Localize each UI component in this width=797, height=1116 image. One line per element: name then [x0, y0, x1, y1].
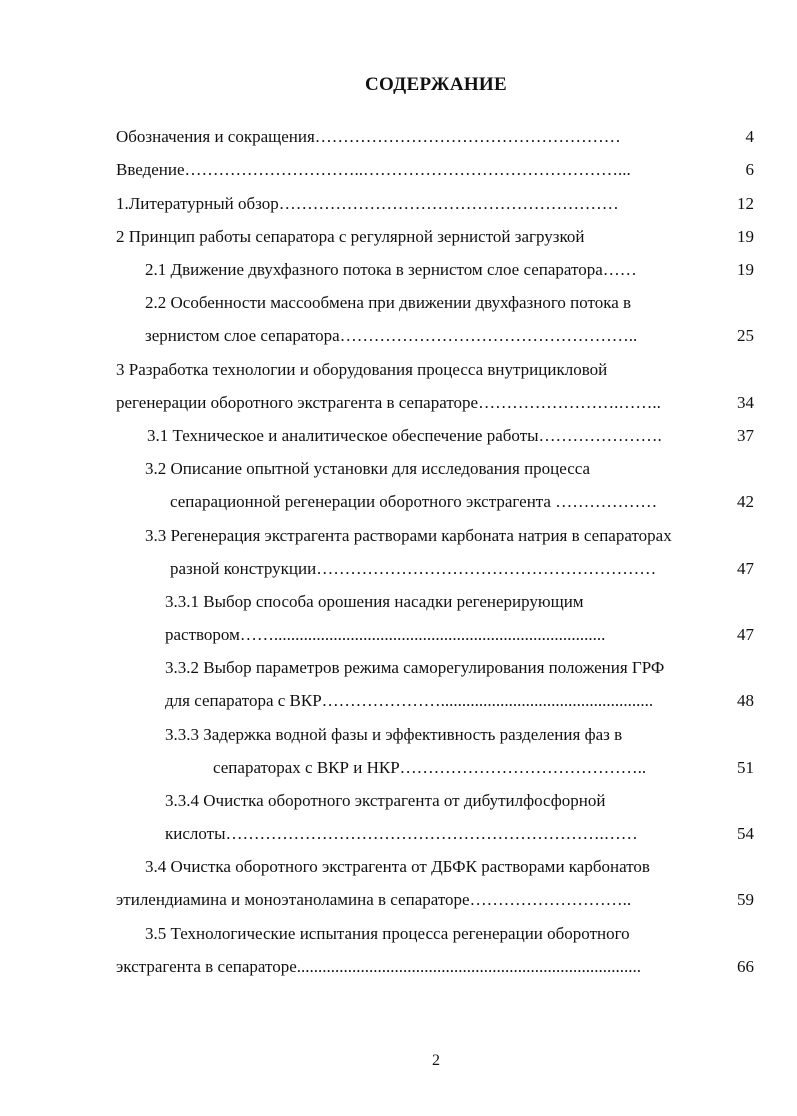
toc-entry-text: сепарационной регенерации оборотного экстрагента ……………… [170, 492, 658, 511]
toc-entry-text: 2 Принцип работы сепаратора с регулярной зернистой загрузкой [116, 227, 585, 246]
toc-entry-page: 54 [737, 824, 754, 843]
toc-entry-text: для сепаратора с ВКР………………….................................................. [165, 691, 654, 710]
toc-entry-text: 3.3.4 Очистка оборотного экстрагента от дибутилфосфорной [165, 791, 606, 810]
toc-entry-text: 3.4 Очистка оборотного экстрагента от ДБФК растворами карбонатов [145, 857, 650, 876]
page-title: СОДЕРЖАНИЕ [365, 74, 507, 95]
toc-entry-text: Обозначения и сокращения……………………………………………… [116, 127, 621, 146]
toc-entry-text: 3.3.1 Выбор способа орошения насадки регенерирующим [165, 592, 584, 611]
toc-entry-text: раствором…….............................................................................. [165, 625, 606, 644]
toc-entry-page: 19 [737, 260, 754, 279]
toc-entry-text: экстрагента в сепараторе................................................................................. [116, 957, 642, 976]
toc-entry-text: 2.1 Движение двухфазного потока в зернистом слое сепаратора…… [145, 260, 637, 279]
toc-entry-page: 48 [737, 691, 754, 710]
toc-entry-page: 12 [737, 194, 754, 213]
toc-entry-page: 66 [737, 957, 754, 976]
toc-entry-page: 47 [737, 625, 754, 644]
toc-entry-page: 37 [737, 426, 754, 445]
toc-entry-page: 19 [737, 227, 754, 246]
toc-entry-text: 2.2 Особенности массообмена при движении двухфазного потока в [145, 293, 632, 312]
toc-entry-page: 25 [737, 326, 754, 345]
toc-entry-page: 47 [737, 559, 754, 578]
toc-entry-page: 6 [745, 160, 754, 179]
toc-entry-page: 34 [737, 393, 754, 412]
toc-entry-text: зернистом слое сепаратора…………………………………………….. [145, 326, 638, 345]
toc-entry-text: 3 Разработка технологии и оборудования процесса внутрицикловой [116, 360, 608, 379]
toc-entry-text: 3.2 Описание опытной установки для исследования процесса [145, 459, 591, 478]
toc-entry-text: 3.3.2 Выбор параметров режима саморегулирования положения ГРФ [165, 658, 665, 677]
toc-entry-page: 59 [737, 890, 754, 909]
toc-entry-text: этилендиамина и моноэтаноламина в сепараторе……………………….. [116, 890, 632, 909]
toc-entry-text: разной конструкции…………………………………………………… [170, 559, 657, 578]
toc-entry-text: кислоты………………………………………………………….…… [165, 824, 638, 843]
toc-entry-page: 4 [745, 127, 754, 146]
toc-entry-text: сепараторах с ВКР и НКР…………………………………….. [213, 758, 647, 777]
toc-entry-text: 3.5 Технологические испытания процесса регенерации оборотного [145, 924, 630, 943]
toc-entry-page: 51 [737, 758, 754, 777]
toc-entry-text: 1.Литературный обзор…………………………………………………… [116, 194, 619, 213]
toc-entry-text: 3.1 Техническое и аналитическое обеспечение работы…………………. [147, 426, 662, 445]
toc-entry-page: 42 [737, 492, 754, 511]
toc-entry-text: Введение…………………………..………………………………………... [116, 160, 631, 179]
toc-entry-text: 3.3 Регенерация экстрагента растворами карбоната натрия в сепараторах [145, 526, 672, 545]
page-number: 2 [432, 1052, 440, 1069]
toc-entry-text: 3.3.3 Задержка водной фазы и эффективность разделения фаз в [165, 725, 623, 744]
toc-entry-text: регенерации оборотного экстрагента в сепараторе…………………….…….. [116, 393, 661, 412]
